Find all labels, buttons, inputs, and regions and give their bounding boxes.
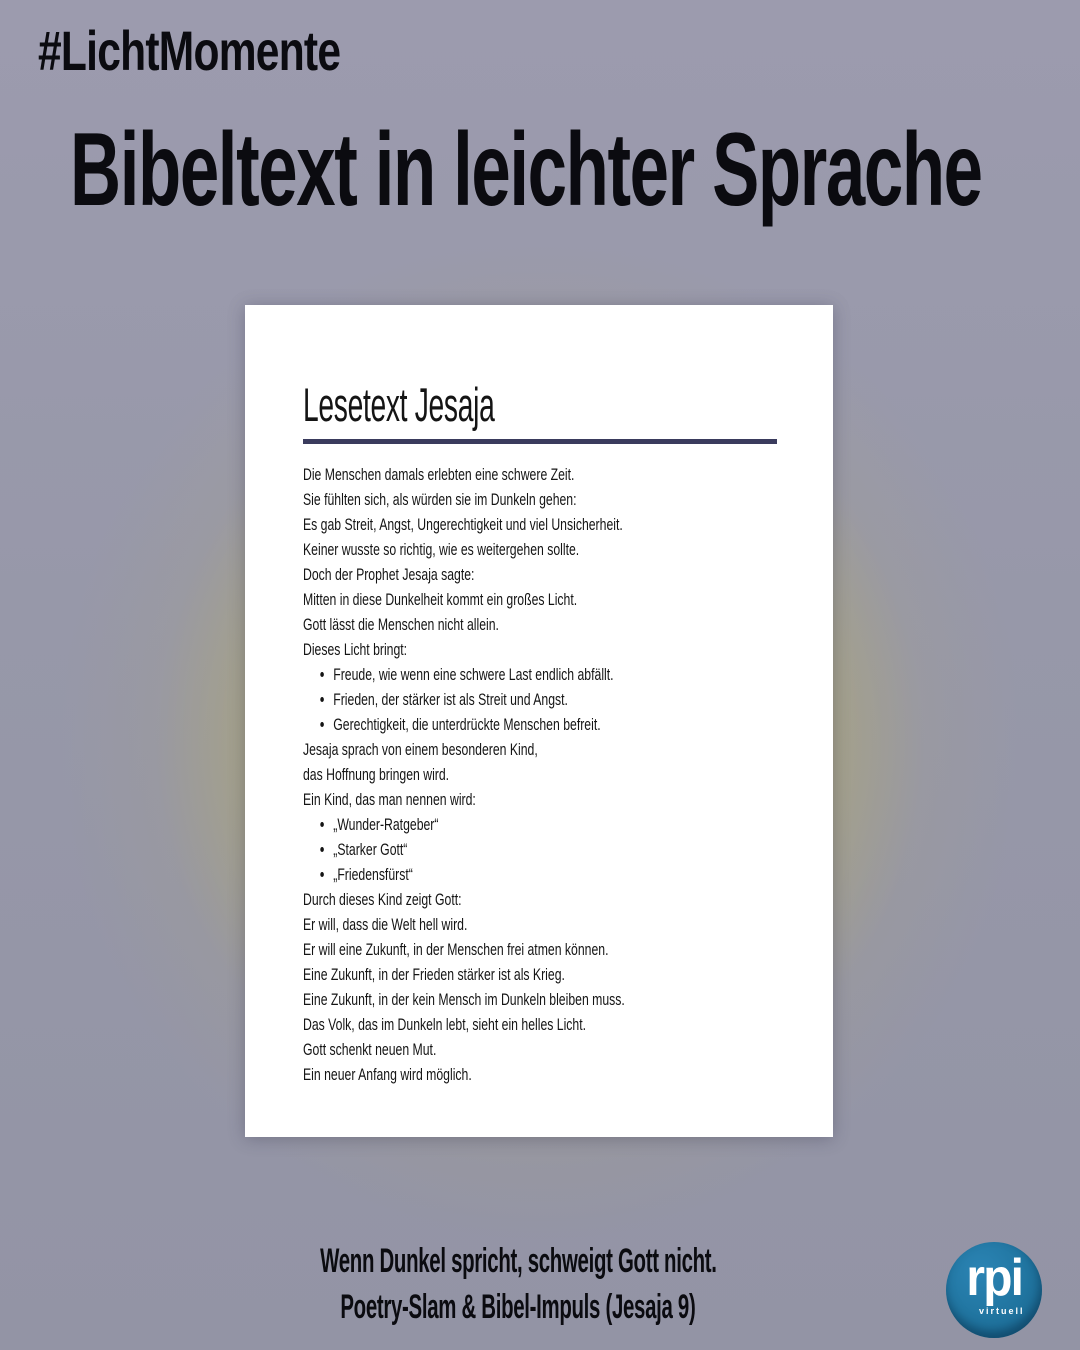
- page-title-text: Bibeltext in leichter Sprache: [70, 112, 982, 228]
- rpi-logo-text-inner: rpi: [966, 1249, 1022, 1307]
- tagline-line1: [0, 1238, 1036, 1284]
- body-line: Gott schenkt neuen Mut.: [303, 1040, 437, 1059]
- body-line: Doch der Prophet Jesaja sagte:: [303, 565, 475, 584]
- bullet-item: [303, 812, 778, 837]
- body-line: Er will eine Zukunft, in der Menschen frei atmen können.: [303, 940, 609, 959]
- bullet-dot: [320, 847, 324, 852]
- body-line: Ein neuer Anfang wird möglich.: [303, 1065, 472, 1084]
- body-line: Mitten in diese Dunkelheit kommt ein großes Licht.: [303, 590, 578, 609]
- body-line: Keiner wusste so richtig, wie es weitergehen sollte.: [303, 540, 580, 559]
- page-title: [70, 112, 1080, 228]
- bullet-item: [303, 662, 778, 687]
- body-line: Jesaja sprach von einem besonderen Kind,: [303, 740, 538, 759]
- body-line: Durch dieses Kind zeigt Gott:: [303, 890, 462, 909]
- footer-tagline: [0, 1238, 1080, 1330]
- rpi-logo-subtext: virtuell: [979, 1306, 1025, 1316]
- bullet-dot: [320, 672, 324, 677]
- bullet-text: „Wunder-Ratgeber“: [333, 815, 439, 834]
- bullet-text: Gerechtigkeit, die unterdrückte Menschen befreit.: [333, 715, 601, 734]
- tagline-line2: [0, 1284, 1036, 1330]
- body-line: Er will, dass die Welt hell wird.: [303, 915, 468, 934]
- body-line: Eine Zukunft, in der Frieden stärker ist als Krieg.: [303, 965, 565, 984]
- bullet-dot: [320, 872, 324, 877]
- bullet-text: Freude, wie wenn eine schwere Last endlich abfällt.: [333, 665, 614, 684]
- bullet-text: „Starker Gott“: [333, 840, 408, 859]
- bullet-item: [303, 837, 778, 862]
- bullet-dot: [320, 822, 324, 827]
- bullet-item: [303, 712, 778, 737]
- bullet-item: [303, 687, 778, 712]
- bullet-dot: [320, 697, 324, 702]
- hashtag-text: #LichtMomente: [38, 19, 341, 82]
- document-heading-text: Lesetext Jesaja: [303, 378, 495, 431]
- bullet-text: „Friedensfürst“: [333, 865, 413, 884]
- bullet-text: Frieden, der stärker ist als Streit und Angst.: [333, 690, 568, 709]
- body-line: Gott lässt die Menschen nicht allein.: [303, 615, 499, 634]
- body-line: Dieses Licht bringt:: [303, 640, 408, 659]
- tagline-line2-text: Poetry-Slam & Bibel-Impuls (Jesaja 9): [340, 1288, 696, 1326]
- document-heading: [303, 377, 777, 433]
- body-line: Das Volk, das im Dunkeln lebt, sieht ein helles Licht.: [303, 1015, 587, 1034]
- body-line: Eine Zukunft, in der kein Mensch im Dunkeln bleiben muss.: [303, 990, 625, 1009]
- bullet-dot: [320, 722, 324, 727]
- hashtag: [38, 18, 436, 83]
- tagline-line1-text: Wenn Dunkel spricht, schweigt Gott nicht.: [319, 1242, 717, 1280]
- document-body: [303, 462, 778, 1087]
- body-line: Sie fühlten sich, als würden sie im Dunkeln gehen:: [303, 490, 577, 509]
- body-line: Die Menschen damals erlebten eine schwere Zeit.: [303, 465, 575, 484]
- rpi-logo-text: [946, 1250, 1042, 1306]
- body-line: Ein Kind, das man nennen wird:: [303, 790, 476, 809]
- body-line: das Hoffnung bringen wird.: [303, 765, 450, 784]
- heading-divider: [303, 439, 777, 444]
- body-line: Es gab Streit, Angst, Ungerechtigkeit und viel Unsicherheit.: [303, 515, 623, 534]
- bullet-item: [303, 862, 778, 887]
- rpi-virtuell-logo: [946, 1242, 1042, 1338]
- document-card: [245, 305, 833, 1137]
